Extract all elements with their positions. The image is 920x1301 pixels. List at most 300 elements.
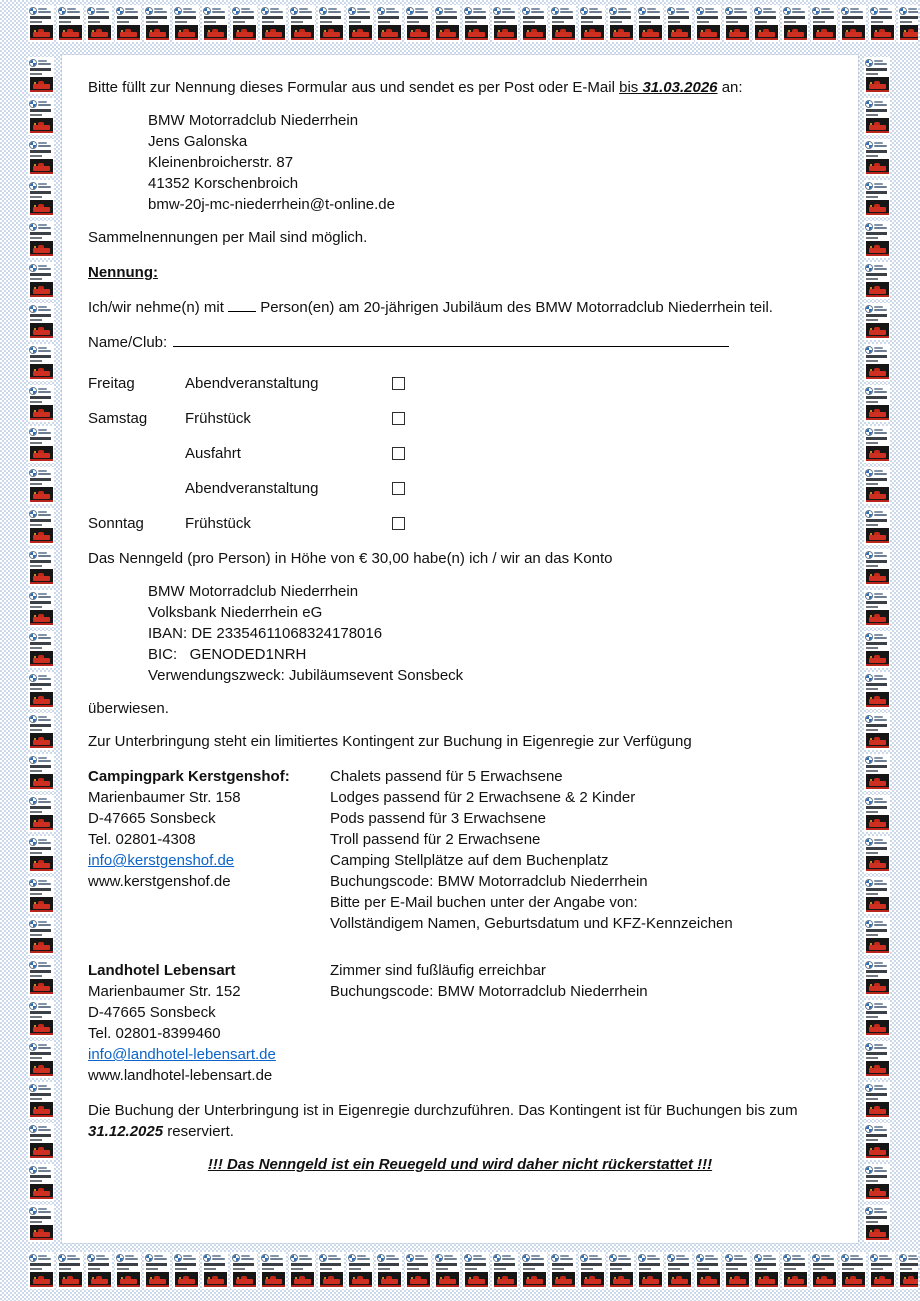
bmw-roundel-icon [523, 1255, 529, 1261]
stamp-caption-text [30, 683, 53, 690]
club-logo-stamp [864, 221, 890, 258]
stamp-header-text [502, 8, 515, 13]
name-club-label: Name/Club: [88, 334, 168, 351]
stamp-header-text [67, 1255, 80, 1260]
stamp-header-text [270, 1255, 283, 1260]
stamp-header-text [908, 1255, 918, 1260]
bmw-roundel-icon [866, 183, 872, 189]
stamp-header-text [874, 675, 887, 680]
camping-email-link[interactable]: info@kerstgenshof.de [88, 852, 235, 869]
club-logo-stamp [724, 1252, 750, 1289]
hotel-detail: Buchungscode: BMW Motorradclub Niederrhein [330, 983, 648, 1000]
stamp-caption-text [146, 1263, 169, 1270]
stamp-caption-text [697, 16, 720, 23]
club-logo-stamp [28, 795, 54, 832]
stamp-header-text [38, 757, 51, 762]
motorcycle-stamp-image [30, 856, 53, 871]
club-logo-stamp [864, 1000, 890, 1037]
motorcycle-stamp-image [30, 1143, 53, 1158]
stamp-caption-text [842, 1263, 865, 1270]
motorcycle-stamp-image [30, 733, 53, 748]
motorcycle-stamp-image [581, 25, 604, 40]
motorcycle-stamp-image [262, 25, 285, 40]
stamp-caption-text [30, 519, 53, 526]
motorcycle-stamp-image [866, 815, 889, 830]
motorcycle-stamp-image [866, 118, 889, 133]
motorcycle-stamp-image [866, 856, 889, 871]
motorcycle-stamp-image [866, 241, 889, 256]
stamp-caption-text [30, 642, 53, 649]
club-logo-stamp [753, 5, 779, 42]
motorcycle-stamp-image [842, 25, 865, 40]
stamp-header-text [502, 1255, 515, 1260]
club-logo-stamp [86, 1252, 112, 1289]
stamp-header-text [96, 1255, 109, 1260]
bmw-roundel-icon [407, 1255, 413, 1261]
stamp-caption-text [30, 68, 53, 75]
club-logo-stamp [173, 5, 199, 42]
stamp-header-text [879, 8, 892, 13]
camping-detail: Vollständigem Namen, Geburtsdatum und KFZ-Kennzeichen [330, 915, 733, 932]
club-logo-stamp [405, 1252, 431, 1289]
club-address-block [88, 110, 832, 215]
schedule-row [88, 408, 832, 429]
bmw-roundel-icon [30, 1044, 36, 1050]
club-logo-stamp [864, 303, 890, 340]
club-logo-stamp [115, 1252, 141, 1289]
motorcycle-stamp-image [59, 25, 82, 40]
stamp-caption-text [30, 1216, 53, 1223]
stamp-header-text [874, 101, 887, 106]
club-logo-stamp [782, 5, 808, 42]
stamp-header-text [38, 224, 51, 229]
stamp-header-text [874, 839, 887, 844]
stamp-caption-text [30, 806, 53, 813]
checkbox-samstag-abendveranstaltung[interactable] [392, 482, 405, 495]
motorcycle-stamp-image [697, 25, 720, 40]
motorcycle-stamp-image [30, 610, 53, 625]
club-logo-stamp [840, 1252, 866, 1289]
club-logo-stamp [144, 5, 170, 42]
stamp-caption-text [349, 16, 372, 23]
stamp-header-text [38, 716, 51, 721]
bmw-roundel-icon [866, 1085, 872, 1091]
stamp-caption-text [436, 1263, 459, 1270]
motorcycle-stamp-image [204, 25, 227, 40]
bmw-roundel-icon [30, 962, 36, 968]
stamp-header-text [38, 183, 51, 188]
bmw-roundel-icon [755, 8, 761, 14]
motorcycle-stamp-image [784, 25, 807, 40]
motorcycle-stamp-image [866, 733, 889, 748]
stamp-caption-text [30, 847, 53, 854]
camping-street: Marienbaumer Str. 158 [88, 789, 241, 806]
participation-before: Ich/wir nehme(n) mit [88, 299, 229, 316]
motorcycle-stamp-image [668, 1272, 691, 1287]
bmw-roundel-icon [262, 8, 268, 14]
club-logo-stamp [864, 631, 890, 668]
intro-bis: bis [619, 79, 643, 96]
stamp-caption-text [30, 929, 53, 936]
stamp-caption-text [842, 16, 865, 23]
motorcycle-stamp-image [30, 569, 53, 584]
bmw-roundel-icon [866, 1044, 872, 1050]
stamp-caption-text [407, 16, 430, 23]
club-logo-stamp [864, 959, 890, 996]
club-logo-stamp [869, 1252, 895, 1289]
stamp-caption-text [233, 16, 256, 23]
bmw-roundel-icon [813, 1255, 819, 1261]
club-logo-stamp [864, 508, 890, 545]
bmw-roundel-icon [866, 1126, 872, 1132]
motorcycle-stamp-image [866, 938, 889, 953]
club-logo-stamp [811, 5, 837, 42]
bank-reference: Verwendungszweck: Jubiläumsevent Sonsbeck [148, 667, 464, 684]
motorcycle-stamp-image [30, 1020, 53, 1035]
motorcycle-stamp-image [30, 938, 53, 953]
club-logo-stamp [28, 754, 54, 791]
hotel-email-link[interactable]: info@landhotel-lebensart.de [88, 1046, 276, 1063]
stamp-caption-text [204, 16, 227, 23]
bmw-roundel-icon [30, 921, 36, 927]
stamp-caption-text [30, 1175, 53, 1182]
stamp-caption-text [866, 314, 889, 321]
club-logo-stamp [579, 1252, 605, 1289]
motorcycle-stamp-image [871, 1272, 894, 1287]
stamp-header-text [473, 8, 486, 13]
stamp-caption-text [30, 1093, 53, 1100]
club-logo-stamp [231, 5, 257, 42]
stamp-header-text [270, 8, 283, 13]
stamp-header-text [38, 1126, 51, 1131]
bmw-roundel-icon [436, 8, 442, 14]
stamp-caption-text [30, 437, 53, 444]
stamp-header-text [763, 1255, 776, 1260]
stamp-caption-text [494, 1263, 517, 1270]
participation-after: Person(en) am 20-jährigen Jubiläum des BMW Motorradclub Niederrhein teil. [256, 299, 773, 316]
motorcycle-stamp-image [233, 25, 256, 40]
schedule-activity: Abendveranstaltung [185, 480, 319, 497]
stamp-caption-text [866, 1011, 889, 1018]
motorcycle-stamp-image [866, 1184, 889, 1199]
club-logo-stamp [28, 262, 54, 299]
stamp-caption-text [378, 16, 401, 23]
stamp-caption-text [813, 16, 836, 23]
bmw-roundel-icon [755, 1255, 761, 1261]
bmw-roundel-icon [146, 1255, 152, 1261]
club-logo-stamp [57, 1252, 83, 1289]
motorcycle-stamp-image [866, 774, 889, 789]
motorcycle-stamp-image [866, 487, 889, 502]
stamp-header-text [589, 8, 602, 13]
motorcycle-stamp-image [813, 25, 836, 40]
motorcycle-stamp-image [117, 25, 140, 40]
motorcycle-stamp-image [30, 774, 53, 789]
motorcycle-stamp-image [866, 200, 889, 215]
intro-paragraph [88, 77, 832, 98]
person-count-blank[interactable] [228, 298, 256, 312]
bmw-roundel-icon [30, 716, 36, 722]
border-bottom [28, 1252, 918, 1296]
motorcycle-stamp-image [639, 1272, 662, 1287]
bmw-roundel-icon [407, 8, 413, 14]
club-logo-stamp [347, 5, 373, 42]
club-logo-stamp [463, 1252, 489, 1289]
stamp-header-text [38, 470, 51, 475]
stamp-caption-text [610, 16, 633, 23]
bmw-roundel-icon [59, 8, 65, 14]
bmw-roundel-icon [866, 552, 872, 558]
club-logo-stamp [864, 426, 890, 463]
club-logo-stamp [115, 5, 141, 42]
checkbox-samstag-ausfahrt[interactable] [392, 447, 405, 460]
stamp-caption-text [30, 601, 53, 608]
booking-note-after: reserviert. [163, 1123, 234, 1140]
bmw-roundel-icon [866, 716, 872, 722]
motorcycle-stamp-image [552, 25, 575, 40]
stamp-header-text [850, 8, 863, 13]
stamp-header-text [850, 1255, 863, 1260]
club-logo-stamp [202, 1252, 228, 1289]
motorcycle-stamp-image [175, 1272, 198, 1287]
border-right [864, 57, 890, 1249]
motorcycle-stamp-image [30, 25, 53, 40]
club-logo-stamp [28, 1205, 54, 1242]
bmw-roundel-icon [349, 8, 355, 14]
club-name: BMW Motorradclub Niederrhein [148, 112, 359, 129]
hotel-contact-column [88, 960, 330, 1086]
stamp-header-text [874, 306, 887, 311]
club-logo-stamp [898, 5, 918, 42]
camping-detail: Bitte per E-Mail buchen unter der Angabe von: [330, 894, 638, 911]
bmw-roundel-icon [784, 8, 790, 14]
motorcycle-stamp-image [30, 1225, 53, 1240]
motorcycle-stamp-image [866, 569, 889, 584]
schedule-activity: Frühstück [185, 515, 251, 532]
payment-intro: Das Nenngeld (pro Person) in Höhe von € 30,00 habe(n) ich / wir an das Konto [88, 550, 613, 567]
club-logo-stamp [57, 5, 83, 42]
motorcycle-stamp-image [262, 1272, 285, 1287]
club-logo-stamp [28, 1123, 54, 1160]
stamp-caption-text [59, 16, 82, 23]
club-logo-stamp [231, 1252, 257, 1289]
stamp-header-text [874, 511, 887, 516]
motorcycle-stamp-image [30, 692, 53, 707]
stamp-header-text [676, 1255, 689, 1260]
motorcycle-stamp-image [146, 25, 169, 40]
stamp-header-text [874, 60, 887, 65]
stamp-header-text [560, 8, 573, 13]
stamp-header-text [38, 265, 51, 270]
stamp-header-text [328, 1255, 341, 1260]
hotel-website: www.landhotel-lebensart.de [88, 1067, 273, 1084]
bmw-roundel-icon [30, 511, 36, 517]
club-logo-stamp [28, 57, 54, 94]
bmw-roundel-icon [233, 8, 239, 14]
stamp-caption-text [552, 1263, 575, 1270]
stamp-header-text [821, 1255, 834, 1260]
stamp-header-text [444, 1255, 457, 1260]
club-logo-stamp [463, 5, 489, 42]
motorcycle-stamp-image [30, 364, 53, 379]
bank-details-block [88, 581, 832, 686]
stamp-caption-text [866, 888, 889, 895]
motorcycle-stamp-image [784, 1272, 807, 1287]
club-logo-stamp [811, 1252, 837, 1289]
stamp-caption-text [866, 437, 889, 444]
bmw-roundel-icon [30, 1085, 36, 1091]
club-logo-stamp [28, 385, 54, 422]
stamp-header-text [38, 1167, 51, 1172]
motorcycle-stamp-image [146, 1272, 169, 1287]
club-logo-stamp [28, 98, 54, 135]
stamp-caption-text [866, 929, 889, 936]
club-logo-stamp [550, 5, 576, 42]
motorcycle-stamp-image [866, 1225, 889, 1240]
bmw-roundel-icon [30, 1126, 36, 1132]
bmw-roundel-icon [866, 470, 872, 476]
stamp-caption-text [866, 1175, 889, 1182]
bmw-roundel-icon [30, 142, 36, 148]
stamp-caption-text [866, 396, 889, 403]
club-logo-stamp [579, 5, 605, 42]
stamp-caption-text [262, 1263, 285, 1270]
stamp-header-text [874, 265, 887, 270]
stamp-header-text [96, 8, 109, 13]
club-logo-stamp [864, 1123, 890, 1160]
hotel-city: D-47665 Sonsbeck [88, 1004, 216, 1021]
club-logo-stamp [28, 549, 54, 586]
stamp-header-text [874, 388, 887, 393]
club-logo-stamp [864, 1041, 890, 1078]
club-logo-stamp [864, 918, 890, 955]
motorcycle-stamp-image [523, 1272, 546, 1287]
stamp-caption-text [117, 1263, 140, 1270]
stamp-caption-text [866, 806, 889, 813]
bmw-roundel-icon [866, 347, 872, 353]
bmw-roundel-icon [204, 8, 210, 14]
schedule-table [88, 373, 832, 534]
bmw-roundel-icon [866, 265, 872, 271]
club-logo-stamp [666, 1252, 692, 1289]
bmw-roundel-icon [871, 8, 877, 14]
bmw-roundel-icon [866, 880, 872, 886]
stamp-caption-text [755, 16, 778, 23]
motorcycle-stamp-image [59, 1272, 82, 1287]
bmw-roundel-icon [30, 101, 36, 107]
club-logo-stamp [864, 467, 890, 504]
bmw-roundel-icon [866, 1208, 872, 1214]
motorcycle-stamp-image [726, 1272, 749, 1287]
club-logo-stamp [28, 5, 54, 42]
accommodation-intro: Zur Unterbringung steht ein limitiertes Kontingent zur Buchung in Eigenregie zur Verfügung [88, 733, 692, 750]
checkbox-sonntag-fruehstueck[interactable] [392, 517, 405, 530]
club-logo-stamp [864, 877, 890, 914]
name-club-blank[interactable] [173, 333, 729, 347]
stamp-caption-text [320, 1263, 343, 1270]
stamp-caption-text [30, 314, 53, 321]
city: 41352 Korschenbroich [148, 175, 299, 192]
club-logo-stamp [144, 1252, 170, 1289]
bmw-roundel-icon [866, 511, 872, 517]
bmw-roundel-icon [494, 8, 500, 14]
club-logo-stamp [753, 1252, 779, 1289]
booking-note-before: Die Buchung der Unterbringung ist in Eigenregie durchzuführen. Das Kontingent ist für Buchungen bis zum [88, 1102, 798, 1119]
motorcycle-stamp-image [755, 25, 778, 40]
bmw-roundel-icon [784, 1255, 790, 1261]
stamp-caption-text [866, 1216, 889, 1223]
club-logo-stamp [28, 631, 54, 668]
club-logo-stamp [289, 1252, 315, 1289]
stamp-caption-text [866, 191, 889, 198]
camping-contact-column [88, 766, 330, 934]
bmw-roundel-icon [465, 8, 471, 14]
contact-person: Jens Galonska [148, 133, 248, 150]
motorcycle-stamp-image [349, 1272, 372, 1287]
stamp-header-text [531, 8, 544, 13]
club-logo-stamp [28, 180, 54, 217]
stamp-header-text [183, 1255, 196, 1260]
stamp-header-text [38, 306, 51, 311]
stamp-header-text [874, 880, 887, 885]
motorcycle-stamp-image [30, 77, 53, 92]
motorcycle-stamp-image [866, 979, 889, 994]
stamp-caption-text [88, 1263, 111, 1270]
club-logo-stamp [864, 180, 890, 217]
stamp-header-text [212, 1255, 225, 1260]
stamp-caption-text [30, 16, 53, 23]
bmw-roundel-icon [866, 634, 872, 640]
border-left [28, 57, 54, 1249]
stamp-caption-text [866, 560, 889, 567]
stamp-caption-text [30, 150, 53, 157]
bmw-roundel-icon [866, 429, 872, 435]
stamp-caption-text [866, 642, 889, 649]
stamp-caption-text [900, 1263, 918, 1270]
stamp-caption-text [233, 1263, 256, 1270]
schedule-day: Samstag [88, 410, 148, 427]
motorcycle-stamp-image [378, 1272, 401, 1287]
motorcycle-stamp-image [30, 487, 53, 502]
hotel-tel: Tel. 02801-8399460 [88, 1025, 221, 1042]
checkbox-freitag-abendveranstaltung[interactable] [392, 377, 405, 390]
motorcycle-stamp-image [30, 815, 53, 830]
bmw-roundel-icon [30, 183, 36, 189]
motorcycle-stamp-image [30, 979, 53, 994]
motorcycle-stamp-image [755, 1272, 778, 1287]
motorcycle-stamp-image [866, 1143, 889, 1158]
stamp-header-text [874, 1208, 887, 1213]
stamp-caption-text [784, 16, 807, 23]
stamp-header-text [734, 1255, 747, 1260]
stamp-header-text [676, 8, 689, 13]
motorcycle-stamp-image [494, 25, 517, 40]
motorcycle-stamp-image [407, 25, 430, 40]
stamp-caption-text [866, 1093, 889, 1100]
bmw-roundel-icon [552, 8, 558, 14]
bmw-roundel-icon [117, 1255, 123, 1261]
stamp-caption-text [866, 519, 889, 526]
stamp-caption-text [866, 68, 889, 75]
stamp-header-text [874, 593, 887, 598]
club-logo-stamp [864, 57, 890, 94]
stamp-header-text [125, 1255, 138, 1260]
name-club-line [88, 332, 832, 353]
checkbox-samstag-fruehstueck[interactable] [392, 412, 405, 425]
motorcycle-stamp-image [349, 25, 372, 40]
motorcycle-stamp-image [552, 1272, 575, 1287]
stamp-header-text [874, 183, 887, 188]
